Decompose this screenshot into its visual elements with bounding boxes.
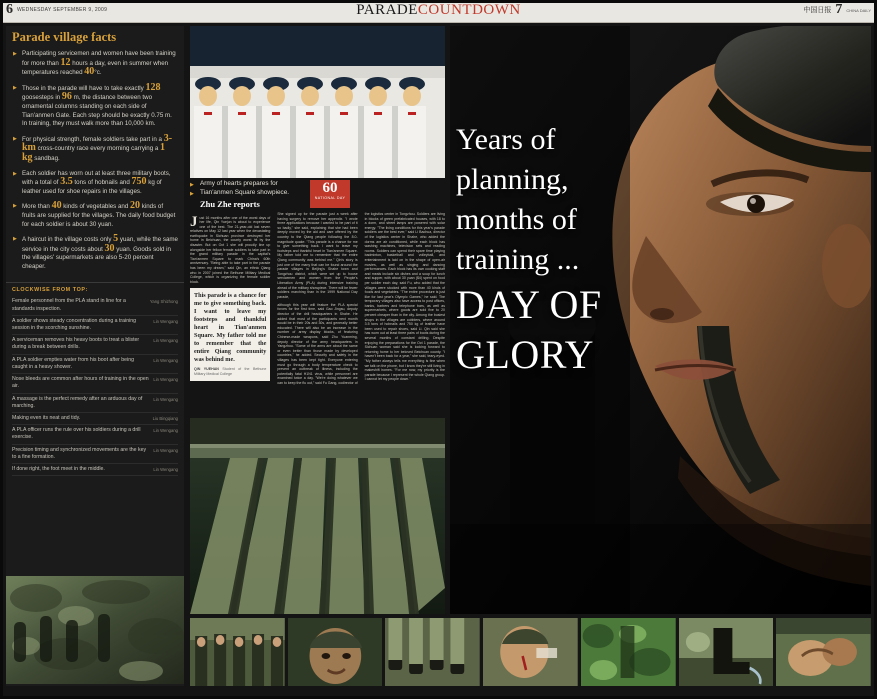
photo-parade-formation-aerial — [190, 418, 445, 614]
thumbnail-soldier-helmet — [288, 618, 383, 686]
thumbnail-nosebleed — [483, 618, 578, 686]
fact-text: m, the distance between two ornamental columns standing on each side of Tian'anmen Gate. Each step should be exactly 0.75 m. In training, they must walk more than 10,000 km. — [22, 94, 172, 128]
headline-line-6: GLORY — [456, 332, 595, 377]
caption-item — [12, 296, 178, 315]
main-headline — [456, 120, 756, 380]
anniversary-label: NATIONAL DAY — [314, 196, 346, 200]
fact-text: kinds of vegetables and — [61, 203, 131, 211]
photo-credit: Lin Wengang — [153, 357, 178, 363]
caption-text: Female personnel from the PLA stand in line for a standards inspection. — [12, 298, 126, 312]
article-paragraph-3: although this year will feature the PLA special forces for the first time, said Gao Jingsu, deputy director of the drill headquarters in Shahe. He added that most of the participants next month would be in their 20s and 30s, and generally better educated. There will also be an increase in the number of army display blocks, of featuring Chinese-made weapons, said Zhu Yuanming, deputy director of the army headquarters in Yangzhou. "Some of the arms are about the same or even better than those made by developed countries," he added. Security and safety in the villages has been kept tight. Everyone entering must go through a body temperature check to prevent an outbreak of illness, including the potentially fatal H1N1 virus, while personnel are examined twice a day. "We're doing whatever we can to keep the flu out," said Fu Gang, codirector of the logistics center in Tongzhou. Soldiers are living in blocks of green prefabricated houses, with 18 to a dorm, and street lamps are powered with solar energy. "The living conditions for this year's parade soldiers are the best ever," said Li Baohua, director of the logistics center in Shahe, who added the dorms are air conditioned, while each block has washing machines, television sets and reading rooms. Soldiers can spend their spare time playing badminton, basketball and volleyball, and entertainment is laid on in the shape of open-air movies, as well as singing and dancing performances. Each block has its own cooking staff and meals include six dishes and a soup for lunch and supper, with about 30 yuan ($4) spent on food per soldier each day, said Fu, who added that the villages were stocked with more than 40 kinds of foods and vegetables. "The entire procedure is just like for last year's Olympic Games," he said. The temporary villages also have access to post offices, banks, barbers and telephone bars, as well as supermarkets, where goods are sold five to 20 percent cheaper than in the city. Among the busiest shops in the villages are cobblers, where around 3.5 tons of hobnails and 750 kg of leather have been used to repair shoes, said Li. Qin said she has worn out at least three pairs of boots during the several months of constant drilling. Despite enjoying the preparations for the Oct 1 parade, the Sichuan woman said she is looking forward to returning home to her beloved Beichuan county. "I haven't been back for a year," she said, teary-eyed. "My father always tells me everything is fine when we talk on the phone, but I know they're still living in makeshift homes. "For me now, my priority is the parade because I represent the whole Qiang group. I cannot let my people down." — [277, 212, 445, 385]
article-paragraph-1: Just 16 months after one of the worst days of her life, Qin Yuejun is about to experience one of the best. The 21-year-old lost seven relatives on May 12 last year when the devastating earthquake in Sichuan province destroyed her home in Beichuan, the county worst hit by the disaster. But on Oct 1 she will proudly line up alongside her fellow female soldiers to take part in the grand military parade in the capital's Tian'anmen Square to mark China's 60th anniversary. "Being able to take part in the parade has been my dream," said Qin, an ethnic Qiang who in 2007 joined the Bethune Military Medical College, which is organizing the female soldier block. — [190, 213, 271, 284]
photo-credit: Lin Wengang — [153, 428, 178, 434]
caption-text: A PLA officer runs the rule over his soldiers during a drill exercise. — [12, 427, 141, 441]
photo-camouflage-soldiers-image — [6, 576, 184, 684]
thumbnail-boots-formation-image — [385, 618, 480, 686]
thumbnail-green-camouflage — [581, 618, 676, 686]
caption-item — [12, 445, 178, 464]
caption-item — [12, 316, 178, 335]
masthead — [0, 0, 877, 23]
fact-item — [6, 232, 184, 274]
caption-text: Nose bleeds are common after hours of training in the open air. — [12, 376, 149, 390]
issue-date: WEDNESDAY SEPTEMBER 9, 2009 — [17, 7, 108, 13]
photo-credit: Lin Wengang — [153, 377, 178, 383]
fact-item — [6, 167, 184, 200]
pull-quote-text: This parade is a chance for me to give something back. I want to leave my footsteps and thankful heart in Tian'anmen Square. My father told me to remember that the entire Qiang community was behind me. — [194, 291, 267, 363]
fact-text: yuan, while the same service in the city costs about — [22, 236, 179, 253]
photo-credit: Lin Wengang — [153, 466, 178, 472]
caption-item — [12, 425, 178, 444]
fact-number: 12 — [60, 56, 71, 68]
section-title-part1: PARADE — [356, 2, 418, 18]
photo-female-soldiers-image — [190, 26, 445, 178]
caption-text: A PLA soldier empties water from his boot after being caught in a heavy shower. — [12, 356, 134, 370]
thumbnail-soldiers-line — [190, 618, 285, 686]
photo-parade-formation-image — [190, 418, 445, 614]
fact-number: 3-km — [22, 132, 173, 154]
fact-number: 20 — [130, 200, 141, 212]
photo-credit: Lin Wengang — [153, 318, 178, 324]
anniversary-number: 60 — [322, 180, 338, 196]
thumbnail-hands-detail-image — [776, 618, 871, 686]
fact-text: Participating servicemen and women have been training for more than — [22, 50, 176, 67]
caption-text: Making even its neat and tidy. — [12, 414, 81, 421]
masthead-left — [6, 3, 107, 17]
fact-text: A haircut in the village costs only — [22, 236, 114, 244]
fact-text: For physical strength, female soldiers take part in a — [22, 135, 164, 143]
pull-quote — [190, 288, 270, 381]
fact-text: sandbag. — [32, 154, 60, 162]
caption-item — [12, 464, 178, 476]
article-columns — [190, 212, 445, 385]
photo-credit: Lin Wengang — [153, 447, 178, 453]
publication-name: CHINA DAILY — [846, 7, 871, 13]
thumbnail-hands-detail — [776, 618, 871, 686]
caption-text: If done right, the foot meet in the middle. — [12, 465, 105, 472]
caption-line-2: ▶ Tian'anmen Square showpiece. — [190, 189, 445, 198]
caption-text: A serviceman removes his heavy boots to treat a blister during a break between drills. — [12, 337, 140, 351]
fact-text: Those in the parade will have to take exactly — [22, 84, 146, 92]
article-body — [190, 212, 445, 412]
fact-item — [6, 132, 184, 167]
facts-title: Parade village facts — [12, 30, 117, 44]
thumbnail-boot-water-image — [679, 618, 774, 686]
fact-text: goosesteps in — [22, 94, 62, 102]
photo-credit: Liu Bingqiang — [152, 415, 178, 421]
headline-line-5: DAY OF — [456, 282, 602, 327]
fact-text: tons of hobnails and — [72, 179, 132, 187]
caption-item — [12, 335, 178, 354]
article-paragraph-2: She signed up for the parade just a week after having surgery to remove her appendix. "I wrote three applications because I wanted to be part of it so badly," she said, explaining that she had been deeply moved by the aid and care offered by the country to the Qiang people following the 8.0-magnitude quake. "This parade is a chance for me to give something back. I want to leave my footsteps and thankful heart in Tian'anmen Square. My father told me to remember that the entire Qiang community was behind me." Qin's story is just one of the many that can be found around the parade villages in Beijing's Shahe town and Tongzhou district, which were set up to house servicemen and women from the People's Liberation Army (PLA) during intensive training ahead of the military showpiece. There will be fewer soldiers marching than in the 1999 National Day parade, — [277, 212, 358, 299]
headline-line-2: planning, — [456, 163, 569, 196]
page-number-right: 7 — [835, 2, 843, 17]
fact-text: hours a day, even in summer when temperatures reached — [22, 59, 169, 77]
caption-item — [12, 413, 178, 425]
page-number-left: 6 — [6, 2, 13, 17]
fact-number: 96 — [61, 91, 72, 103]
fact-item — [6, 199, 184, 232]
caption-item — [12, 394, 178, 413]
section-title — [356, 2, 520, 19]
clockwise-heading: CLOCKWISE FROM TOP: — [12, 287, 88, 294]
caption-item — [12, 355, 178, 374]
thumbnail-soldier-helmet-image — [288, 618, 383, 686]
fact-text: kg of leather used for shoe repairs in the villages. — [22, 179, 162, 195]
fact-text: Each soldier has worn out at least three military boots, with a total of — [22, 169, 171, 187]
photo-credit: Lin Wengang — [153, 338, 178, 344]
fact-number: 40 — [84, 66, 95, 78]
caption-text: A soldier shows steady concentration during a training session in the scorching sunshine. — [12, 317, 136, 332]
caption-line-1: ▶ Army of hearts prepares for — [190, 180, 445, 189]
fact-item — [6, 47, 184, 81]
article-byline: Zhu Zhe reports — [200, 199, 260, 210]
clockwise-captions — [6, 282, 184, 478]
chinese-nameplate: 中国日报 — [803, 6, 832, 14]
fact-number: 1 kg — [22, 142, 166, 163]
photo-credit: Lin Wengang — [153, 396, 178, 402]
headline-line-1: Years of — [456, 123, 556, 156]
photo-thumbnail-strip — [190, 618, 871, 686]
photo-credit: Yang Shizhong — [149, 299, 178, 305]
thumbnail-boot-water — [679, 618, 774, 686]
pull-quote-attribution — [194, 367, 266, 377]
headline-line-3: months of — [456, 203, 577, 236]
caption-text: Precision timing and synchronized movements are the key to a fine formation. — [12, 446, 147, 460]
fact-text: cross-country race every morning carrying a — [35, 145, 161, 153]
fact-number: 40 — [51, 200, 62, 212]
fact-number: 750 — [131, 176, 147, 188]
section-title-part2: COUNTDOWN — [417, 2, 521, 18]
anniversary-badge — [310, 180, 350, 208]
fact-text: More than — [22, 203, 52, 211]
fact-item — [6, 81, 184, 132]
photo-camouflage-soldiers — [6, 576, 184, 684]
thumbnail-soldiers-line-image — [190, 618, 285, 686]
thumbnail-boots-formation — [385, 618, 480, 686]
fact-number: 5 — [113, 233, 119, 245]
fact-text: yuan. Goods sold in the villages' supermarkets are also 5-20 percent cheaper. — [22, 245, 171, 270]
pull-quote-role: Student of the Bethune Military Medical College — [194, 366, 267, 376]
pull-quote-name: QIN YUEHAN — [194, 366, 219, 371]
thumbnail-green-camouflage-image — [581, 618, 676, 686]
fact-text: °c. — [94, 69, 102, 77]
headline-line-4: training ... — [456, 243, 580, 276]
caption-text: A massage is the perfect remedy after an arduous day of marching. — [12, 395, 143, 409]
fact-number: 30 — [104, 242, 115, 254]
masthead-right — [803, 3, 871, 17]
fact-number: 128 — [145, 81, 161, 93]
photo-female-soldiers-formation — [190, 26, 445, 178]
thumbnail-nosebleed-image — [483, 618, 578, 686]
caption-item — [12, 374, 178, 393]
fact-number: 3.5 — [60, 176, 73, 188]
fact-text: kinds of fruits are supplied for the villages. The daily food budget for each soldier is about 30 yuan. — [22, 203, 176, 228]
